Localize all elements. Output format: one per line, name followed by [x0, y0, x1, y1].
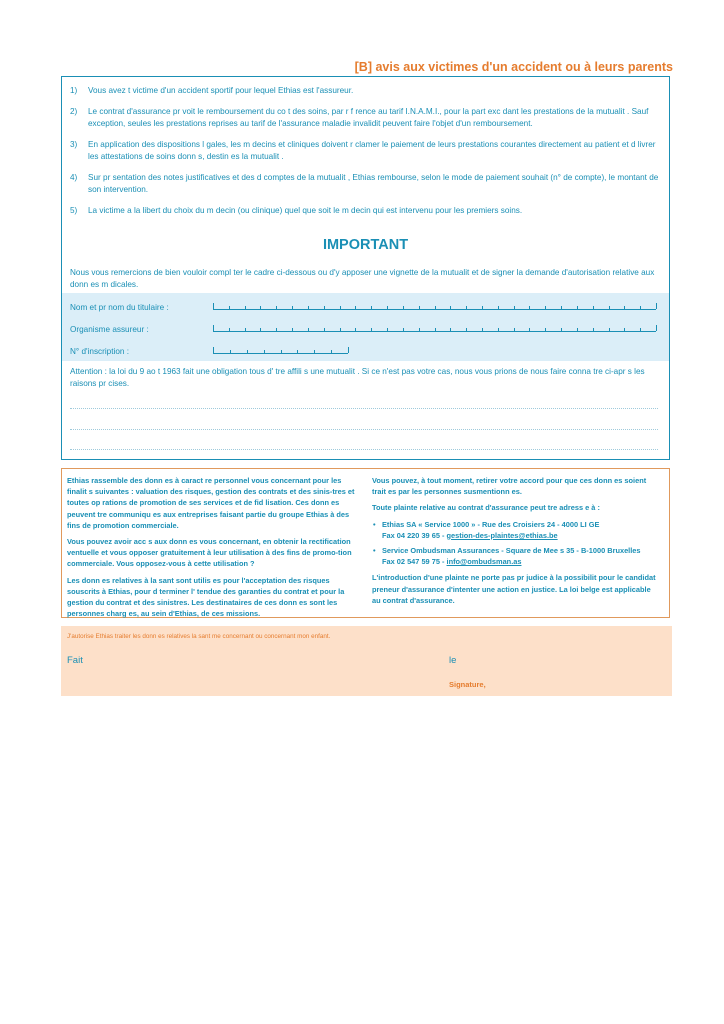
char-box-tick	[355, 306, 356, 309]
char-box-tick	[435, 328, 436, 331]
char-box-tick	[340, 328, 341, 331]
char-box-tick	[514, 306, 515, 309]
char-box-tick	[371, 328, 372, 331]
contact-fax: Fax 04 220 39 65 -	[382, 530, 447, 540]
date-field[interactable]: le	[449, 655, 457, 666]
signature-field[interactable]: Signature,	[449, 680, 486, 689]
important-heading: IMPORTANT	[322, 237, 409, 253]
char-box-tick	[276, 306, 277, 309]
authorization-text: J'autorise Ethias traiter les donn es relatives la sant me concernant ou concernant mon enfant.	[67, 633, 331, 640]
privacy-left-column	[67, 475, 355, 624]
char-box-tick	[482, 328, 483, 331]
reason-line[interactable]	[70, 429, 658, 430]
char-box-tick	[435, 306, 436, 309]
registration-input-boxes[interactable]	[213, 347, 348, 354]
char-box-tick	[387, 328, 388, 331]
char-box-tick	[529, 306, 530, 309]
email-link[interactable]: gestion-des-plaintes@ethias.be	[446, 530, 558, 540]
char-box-tick	[264, 350, 265, 353]
insurer-label: Organisme assureur :	[70, 325, 149, 334]
char-box-tick	[229, 328, 230, 331]
insurer-input-boxes[interactable]	[213, 325, 656, 332]
char-box-tick	[514, 328, 515, 331]
page-title: [B] avis aux victimes d'un accident ou à leurs parents	[354, 60, 673, 74]
contact-fax: Fax 02 547 59 75 -	[382, 557, 447, 567]
char-box-tick	[577, 328, 578, 331]
char-box-tick	[466, 328, 467, 331]
char-box-tick	[314, 350, 315, 353]
char-box-tick	[340, 306, 341, 309]
privacy-box	[61, 468, 670, 618]
char-box-tick	[308, 306, 309, 309]
char-box-tick	[640, 306, 641, 309]
char-box-tick	[213, 347, 214, 353]
char-box-tick	[276, 328, 277, 331]
char-box-tick	[609, 306, 610, 309]
contact-ethias	[382, 519, 660, 541]
char-box-tick	[324, 306, 325, 309]
list-number: 5)	[70, 206, 78, 215]
char-box-tick	[324, 328, 325, 331]
char-box-tick	[403, 328, 404, 331]
char-box-tick	[419, 306, 420, 309]
char-box-tick	[213, 325, 214, 331]
email-link[interactable]: info@ombudsman.as	[446, 557, 522, 567]
char-box-tick	[229, 306, 230, 309]
char-box-tick	[466, 306, 467, 309]
name-label: Nom et pr nom du titulaire :	[70, 303, 169, 312]
char-box-tick	[577, 306, 578, 309]
registration-label: N° d'inscription :	[70, 347, 129, 356]
char-box-tick	[371, 306, 372, 309]
list-item	[70, 85, 662, 97]
char-box-tick	[640, 328, 641, 331]
list-number: 3)	[70, 140, 78, 149]
char-box-tick	[260, 306, 261, 309]
privacy-paragraph: Les donn es relatives à la sant sont utilis es pour l'acceptation des risques souscrits à Ethias, pour d terminer l' tendue des garanties du contrat et pour la gestion du contrat et des sinistres. Les destinataires de ces donn es sont les personnes charg es, au sein d'Ethias, de ces missions.	[67, 575, 345, 619]
contact-address: Ethias SA « Service 1000 » - Rue des Croisiers 24 - 4000 LI GE	[382, 519, 600, 529]
char-box-tick	[561, 328, 562, 331]
char-box-tick	[419, 328, 420, 331]
contact-list	[372, 519, 660, 568]
list-number: 4)	[70, 173, 78, 182]
list-text: Le contrat d'assurance pr voit le remboursement du co t des soins, par r f rence au tarif I.N.A.M.I., pour la part exc dant les prestations de la mutualit . Sauf exception, seules les prestations reprises au tarif de l'assurance maladie invalidit peuvent faire l'objet d'un remboursement.	[88, 107, 649, 128]
withdraw-consent-text: Vous pouvez, à tout moment, retirer votre accord pour que ces donn es soient trait es par les personnes susmentionn es.	[372, 476, 647, 497]
list-item	[70, 205, 662, 217]
char-box-tick	[450, 306, 451, 309]
char-box-tick	[482, 306, 483, 309]
char-box-tick	[593, 328, 594, 331]
important-intro: Nous vous remercions de bien vouloir compl ter le cadre ci-dessous ou d'y apposer une vignette de la mutualit et de signer la demande d'autorisation relative aux donn es m dicales.	[70, 268, 655, 289]
reason-line[interactable]	[70, 449, 658, 450]
privacy-paragraph: Vous pouvez avoir acc s aux donn es vous concernant, en obtenir la rectification ventuelle et vous opposer gratuitement à leur utilisation à des fins de promo-tion commerciale. Vous opposez-vous à cette utilisation ?	[67, 537, 352, 569]
authorization-box	[61, 626, 672, 696]
list-number: 1)	[70, 86, 78, 95]
char-box-tick	[247, 350, 248, 353]
list-item	[70, 139, 662, 163]
reason-line[interactable]	[70, 408, 658, 409]
char-box-tick	[545, 306, 546, 309]
char-box-tick	[545, 328, 546, 331]
list-text: Sur pr sentation des notes justificatives et des d comptes de la mutualit , Ethias rembourse, selon le mode de paiement souhait (n° de compte), le montant de son intervention.	[88, 173, 659, 194]
char-box-tick	[297, 350, 298, 353]
char-box-tick	[230, 350, 231, 353]
char-box-tick	[245, 328, 246, 331]
char-box-tick	[387, 306, 388, 309]
contact-address: Service Ombudsman Assurances - Square de Mee s 35 - B-1000 Bruxelles	[382, 546, 641, 556]
char-box-tick	[656, 303, 657, 309]
info-box	[61, 76, 670, 460]
attention-text: Attention : la loi du 9 ao t 1963 fait une obligation tous d' tre affili s une mutualit . Si ce n'est pas votre cas, nous vous prions de nous faire conna tre ci-apr s les raisons pr cises.	[70, 367, 645, 388]
char-box-tick	[260, 328, 261, 331]
char-box-tick	[245, 306, 246, 309]
char-box-tick	[498, 306, 499, 309]
char-box-tick	[403, 306, 404, 309]
char-box-tick	[331, 350, 332, 353]
char-box-tick	[624, 306, 625, 309]
char-box-tick	[593, 306, 594, 309]
list-item	[70, 172, 662, 196]
char-box-tick	[308, 328, 309, 331]
char-box-tick	[450, 328, 451, 331]
complaint-intro: Toute plainte relative au contrat d'assurance peut tre adress e à :	[372, 503, 600, 513]
place-field[interactable]: Fait	[67, 655, 83, 666]
char-box-tick	[292, 306, 293, 309]
char-box-tick	[624, 328, 625, 331]
contact-ombudsman	[382, 545, 660, 567]
char-box-tick	[355, 328, 356, 331]
char-box-tick	[529, 328, 530, 331]
char-box-tick	[348, 347, 349, 353]
list-text: Vous avez t victime d'un accident sportif pour lequel Ethias est l'assureur.	[88, 86, 354, 95]
char-box-tick	[656, 325, 657, 331]
char-box-tick	[561, 306, 562, 309]
privacy-right-column	[372, 475, 660, 611]
form-fields	[62, 293, 669, 361]
info-list	[70, 85, 662, 226]
privacy-paragraph: Ethias rassemble des donn es à caract re personnel vous concernant pour les finalit s suivantes : valuation des risques, gestion des contrats et des sinis-tres et toutes op rations de promotion de ses services et de fid lisation. Ces donn es peuvent tre communiqu es aux entreprises faisant partie du groupe Ethias à des fins de promotion commerciale.	[67, 476, 355, 530]
list-number: 2)	[70, 107, 78, 116]
closing-text: L'introduction d'une plainte ne porte pas pr judice à la possibilit pour le candidat preneur d'assurance d'intenter une action en justice. La loi belge est applicable au contrat d'assurance.	[372, 573, 656, 605]
char-box-tick	[281, 350, 282, 353]
char-box-tick	[213, 303, 214, 309]
list-item	[70, 106, 662, 130]
char-box-tick	[609, 328, 610, 331]
list-text: En application des dispositions l gales, les m decins et cliniques doivent r clamer le paiement de leurs prestations courantes directement au patient et d livrer les attestations de soins donn s, destin es la mutualit .	[88, 140, 656, 161]
char-box-tick	[498, 328, 499, 331]
list-text: La victime a la libert du choix du m decin (ou clinique) quel que soit le m decin qui est intervenu pour les premiers soins.	[88, 206, 523, 215]
char-box-tick	[292, 328, 293, 331]
name-input-boxes[interactable]	[213, 303, 656, 310]
